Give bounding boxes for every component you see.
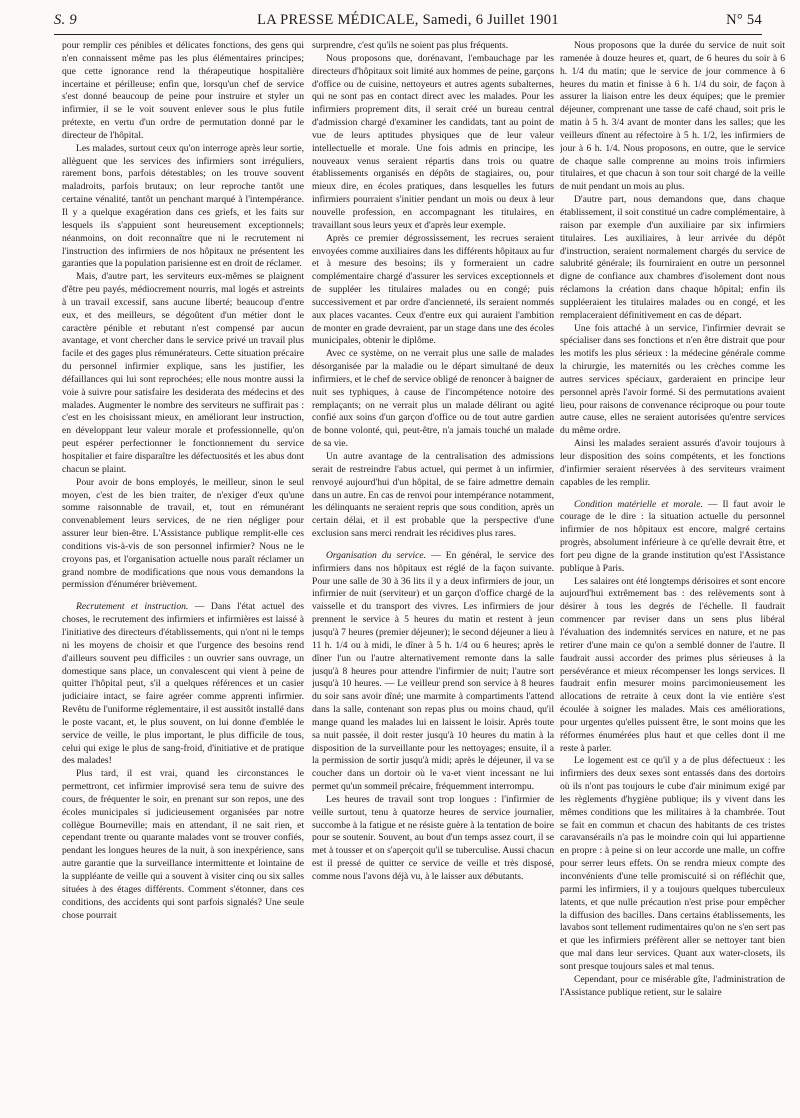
text-column-2 <box>312 40 554 1112</box>
text-column-3 <box>560 40 785 1112</box>
text-column-1 <box>62 40 304 1112</box>
page-section-number: S. 9 <box>54 12 77 28</box>
running-header <box>54 8 762 32</box>
section-paragraph: Organisation du service. — En général, le service des infirmiers dans nos hôpitaux est réglé de la façon suivante. Pour une salle de 30 à 36 lits il y a deux infirmiers de jour, un infirmier de nuit (serviteur) et un garçon d'office chargé de la vaisselle et du transport des vivres. Les infirmiers de jour prennent le service à 5 heures du matin et restent à jeun jusqu'à 7 heures (premier déjeuner); le second déjeuner a lieu à 11 h. 1/4 ou à midi, le dîner à 5 h. 1/4 ou 6 heures; après le dîner l'un ou l'autre alternativement remonte dans la salle jusqu'à 8 heures pour attendre l'infirmier de nuit; l'autre sort jusqu'à 10 heures. — Le veilleur prend son service à 8 heures du soir sans avoir dîné; une marmite à compartiments l'attend dans la salle, contenant son repas plus ou moins chaud, qu'il mange quand les malades lui en laissent le loisir. Après toute sa nuit passée, il doit rester jusqu'à 10 heures du matin à la disposition de la surveillante pour les nettoyages; ensuite, il a la permission de sortir jusqu'à midi; après le déjeuner, il va se coucher dans un dortoir où le va-et vient incessant ne lui permet qu'un sommeil précaire, fréquemment interrompu. <box>312 549 554 793</box>
paragraph: Après ce premier dégrossissement, les recrues seraient envoyées comme auxiliaires dans les différents hôpitaux au fur et à mesure des besoins; ils y formeraient un cadre complémentaire chargé d'assurer les services exceptionnels et de suppléer les titulaires malades ou en congé; puis successivement et par ordre d'ancienneté, ils seraient nommés aux places vacantes. Ceux d'entre eux qui auraient l'ambition de monter en grade devraient, par un stage dans une des écoles municipales, obtenir le diplôme. <box>312 232 554 347</box>
paragraph: Les malades, surtout ceux qu'on interroge après leur sortie, allèguent que les services des infirmiers sont irréguliers, rarement bons, parfois détestables; on les trouve souvent maladroits, parfois brutaux; on leur reproche tantôt une certaine vénalité, tantôt un penchant marqué à l'intempérance. Il y a quelque exagération dans ces griefs, et les faits sur lesquels ils s'appuient sont heureusement exceptionnels; néanmoins, on doit reconnaître que ni le recrutement ni l'instruction des infirmiers de nos hôpitaux ne présentent les garanties que la population parisienne est en droit de réclamer. <box>62 142 304 270</box>
paragraph: D'autre part, nous demandons que, dans chaque établissement, il soit constitué un cadre complémentaire, à raison par exemple d'un auxiliaire par six infirmiers titulaires. Les auxiliaires, à leur arrivée du dépôt d'instruction, seraient normalement chargés du service de salubrité générale; ils fourniraient en outre un personnel digne de confiance aux chambres d'isolement dont nous réclamons la création dans chaque hôpital; enfin ils suppléeraient les titulaires malades ou en congé, et les remplaceraient définitivement en cas de départ. <box>560 194 785 321</box>
paragraph: Une fois attaché à un service, l'infirmier devrait se spécialiser dans ses fonctions et n'en être distrait que pour les motifs les plus sérieux : la médecine générale comme la chirurgie, les maternités ou les crèches comme les autres services spéciaux, garderaient en principe leur personnel après l'avoir formé. Si des permutations avaient lieu, pour raisons de convenance réciproque ou pour toute autre cause, elles ne seraient autorisées qu'entre services du même ordre. <box>560 322 785 437</box>
paragraph: Mais, d'autre part, les serviteurs eux-mêmes se plaignent d'être peu payés, médiocrement nourris, mal logés et astreints à un travail excessif, sans aucune liberté; beaucoup d'entre eux, et des meilleurs, se dégoûtent d'un métier dont le caractère pénible et rebutant n'est compensé par aucun avantage, et vont chercher dans le service privé un travail plus facile et des gages plus rémunérateurs. Cette situation précaire du personnel infirmier explique, sans les justifier, les défaillances qui lui sont reprochées; elle nous montre aussi la voie à suivre pour satisfaire les desiderata des médecins et des malades. Augmenter le nombre des serviteurs ne suffirait pas : c'est en les choisissant mieux, en améliorant leur instruction, en développant leur valeur morale et professionnelle, qu'on peut espérer perfectionner le fonctionnement du service hospitalier et faire disparaître les défectuosités et les abus dont chacun se plaint. <box>62 271 304 475</box>
paragraph: Pour avoir de bons employés, le meilleur, sinon le seul moyen, c'est de les bien traiter, de n'exiger d'eux qu'une somme raisonnable de travail, et, tout en rémunérant convenablement leurs services, de ne rien négliger pour assurer leur bien-être. L'Assistance publique remplit-elle ces conditions vis-à-vis de son personnel infirmier? Nous ne le croyons pas, et l'organisation actuelle nous paraît réclamer un grand nombre de modifications que nous vous demandons la permission d'énumérer brièvement. <box>62 476 304 591</box>
section-text: Dans l'état actuel des choses, le recrutement des infirmiers et infirmières est laissé à l'initiative des directeurs d'établissements, qui n'ont ni le temps ni les moyens de choisir et que l'urgence des besoins rend d'ailleurs souvent peu difficiles : un ouvrier sans ouvrage, un domestique sans place, un convalescent qui vient à peine de quitter l'hôpital peut, s'il a quelques références et un casier judiciaire intact, se faire agréer comme apprenti infirmier. Revêtu de l'uniforme réglementaire, il est aussitôt installé dans le poste vacant, et, le plus souvent, on lui donne d'emblée le service de veille, le plus important, le plus difficile de tous, celui qui exige le plus de sang-froid, d'initiative et de pratique des malades! <box>62 601 304 767</box>
paragraph: Ainsi les malades seraient assurés d'avoir toujours à leur disposition des soins compétents, et les fonctions d'infirmier seraient réservées à des serviteurs vraiment capables de les remplir. <box>560 438 785 488</box>
section-paragraph: Condition matérielle et morale. — Il faut avoir le courage de le dire : la situation actuelle du personnel infirmier de nos hôpitaux est encore, malgré certains progrès, absolument inférieure à ce qu'elle devrait être, et fort peu digne de la grande institution qu'est l'Assistance publique à Paris. <box>560 498 785 574</box>
section-title: Organisation du service. <box>326 549 427 561</box>
paragraph: pour remplir ces pénibles et délicates fonctions, des gens qui n'en connaissent même pas les plus élémentaires principes; que cette ignorance rend la thérapeutique hospitalière incertaine et périlleuse; enfin que, lorsqu'un chef de service s'est donné beaucoup de peine pour instruire et styler un infirmier, il se le voit souvent enlever sous le plus futile prétexte, en vertu d'un ordre de permutation donné par le directeur de l'hôpital. <box>62 40 304 141</box>
issue-number: N° 54 <box>726 12 762 28</box>
paragraph: Les salaires ont été longtemps dérisoires et sont encore aujourd'hui extrêmement bas : des relèvements sont à désirer à tous les degrés de l'échelle. Il faudrait commencer par reviser dans un sens plus libéral l'évaluation des indemnités services en nature, et ne pas retirer d'une main ce qu'on a semblé donner de l'autre. Il faudrait aussi accorder des primes plus sérieuses à la persévérance et mieux récompenser les longs services. Il faudrait enfin mesurer moins parcimonieusement les allocations de retraite à ceux dont la vie entière s'est écoulée à soigner les malades. Mais ces améliorations, pour urgentes qu'elles puissent être, le sont moins que les réformes énumérées plus haut et que celles dont il me reste à parler. <box>560 575 785 754</box>
section-text: Il faut avoir le courage de le dire : la situation actuelle du personnel infirmier de nos hôpitaux est encore, malgré certains progrès, absolument inférieure à ce qu'elle devrait être, et fort peu digne de la grande institution qu'est l'Assistance publique à Paris. <box>560 498 785 574</box>
section-paragraph: Recrutement et instruction. — Dans l'état actuel des choses, le recrutement des infirmiers et infirmières est laissé à l'initiative des directeurs d'établissements, qui n'ont ni le temps ni les moyens de choisir et que l'urgence des besoins rend d'ailleurs souvent peu difficiles : un ouvrier sans ouvrage, un domestique sans place, un convalescent qui vient à peine de quitter l'hôpital peut, s'il a quelques références et un casier judiciaire intact, se faire agréer comme apprenti infirmier. Revêtu de l'uniforme réglementaire, il est aussitôt installé dans le poste vacant, et, le plus souvent, on lui donne d'emblée le service de veille, le plus important, le plus difficile de tous, celui qui exige le plus de sang-froid, d'initiative et de pratique des malades! <box>62 601 304 767</box>
header-rule <box>54 34 762 35</box>
publication-title: LA PRESSE MÉDICALE, Samedi, 6 Juillet 1901 <box>257 12 559 28</box>
paragraph: Plus tard, il est vrai, quand les circonstances le permettront, cet infirmier improvisé sera tenu de suivre des cours, de fréquenter le soir, en prenant sur son repos, une des écoles municipales si judicieusement organisées par notre collègue Bourneville; mais en attendant, il ne sait rien, et cependant trente ou quarante malades vont se trouver confiés, pendant les longues heures de la nuit, à son inexpérience, sans autre garantie que la surveillance intermittente et lointaine de la suppléante de veille qui a souvent à visiter cinq ou six salles situées à des étages différents. Comment s'étonner, dans ces conditions, des accidents qui sont parfois signalés? Une seule chose pourrait <box>62 768 304 921</box>
paragraph: Nous proposons que la durée du service de nuit soit ramenée à douze heures et, quart, de 6 heures du soir à 6 h. 1/4 du matin; que le service de jour commence à 6 heures du matin et finisse à 6 h. 1/4 du soir, de façon à assurer la liaison entre les deux équipes; que le premier déjeuner, comprenant une tasse de café chaud, soit pris le matin à 5 h. 3/4 avant de monter dans les salles; que les veilleurs dînent au réfectoire à 5 h. 1/2, les infirmiers de jour à 6 h. 1/4. Nous proposons, en outre, que le service de chaque salle comprenne au moins trois infirmiers titulaires, et que chacun à son tour soit chargé de la veille de nuit pendant un mois au plus. <box>560 40 785 193</box>
paragraph: surprendre, c'est qu'ils ne soient pas plus fréquents. <box>312 40 509 51</box>
paragraph: Le logement est ce qu'il y a de plus défectueux : les infirmiers des deux sexes sont entassés dans des dortoirs où ils n'ont pas toujours le cube d'air minimum exigé par les règlements d'hygiène publique; ils y vivent dans les mêmes conditions que les militaires à la chambrée. Tout se fait en commun et chacun des habitants de ces tristes caravansérails n'a pas le moindre coin qui lui appartienne en propre : à peine si on leur accorde une malle, un coffre pour serrer leurs effets. On se rendra mieux compte des inconvénients d'une telle promiscuité si on réfléchit que, parmi les infirmiers, il y a toujours quelques tuberculeux latents, et que nulle précaution n'est prise pour empêcher la diffusion des bacilles. Dans certains établissements, les lavabos sont tellement rudimentaires qu'on ne s'en sert pas et que les infirmiers préfèrent aller se nettoyer tant bien que mal dans leur services. Quant aux water-closets, ils sont presque toujours sales et mal tenus. <box>560 755 785 972</box>
section-title: Recrutement et instruction. <box>76 601 189 613</box>
paragraph: Avec ce système, on ne verrait plus une salle de malades désorganisée par la maladie ou le départ simultané de deux infirmiers, et le chef de service obligé de renoncer à baigner de nuit ses typhiques, à cause de l'incompétence notoire des remplaçants; on ne verrait plus un malade délirant ou agité confié aux soins d'un garçon d'office ou de tout autre gardien de bonne volonté, qui, peut-être, n'a jamais touché un malade de sa vie. <box>312 348 554 450</box>
section-text: En général, le service des infirmiers dans nos hôpitaux est réglé de la façon suivante. Pour une salle de 30 à 36 lits il y a deux infirmiers de jour, un infirmier de nuit (serviteur) et un garçon d'office chargé de la vaisselle et du transport des vivres. Les infirmiers de jour prennent le service à 5 heures du matin et restent à jeun jusqu'à 7 heures (premier déjeuner); le second déjeuner a lieu à 11 h. 1/4 ou à midi, le dîner à 5 h. 1/4 ou 6 heures; après le dîner l'un ou l'autre alternativement remonte dans la salle jusqu'à 8 heures pour attendre l'infirmier de nuit; l'autre sort jusqu'à 10 heures. — Le veilleur prend son service à 8 heures du soir sans avoir dîné; une marmite à compartiments l'attend dans la salle, contenant son repas plus ou moins chaud, qu'il mange quand les malades lui en laissent le loisir. Après toute sa nuit passée, il doit rester jusqu'à 10 heures du matin à la disposition de la surveillante pour les nettoyages; ensuite, il a la permission de sortir jusqu'à midi; après le déjeuner, il va se coucher dans un dortoir où le va-et vient incessant ne lui permet qu'un sommeil précaire, fréquemment interrompu. <box>312 549 554 793</box>
paragraph: Les heures de travail sont trop longues : l'infirmier de veille surtout, tenu à quatorze heures de service journalier, succombe à la fatigue et ne résiste guère à la tentation de boire pour se soutenir. Souvent, au bout d'un temps assez court, il se met à tousser et on s'aperçoit qu'il se tuberculise. Aussi chacun est il pressé de quitter ce service de veille et très disposé, comme nous l'avons déjà vu, à le laisser aux débutants. <box>312 793 554 882</box>
paragraph: Cependant, pour ce misérable gîte, l'administration de l'Assistance publique retient, sur le salaire <box>560 973 785 998</box>
section-title: Condition matérielle et morale. <box>574 498 703 510</box>
paragraph: Un autre avantage de la centralisation des admissions serait de restreindre l'abus actuel, qui permet à un infirmier, renvoyé aujourd'hui d'un hôpital, de se faire admettre demain dans un autre. En cas de renvoi pour intempérance notamment, les délinquants ne seraient repris que sous condition, après un certain délai, et il est probable que la perspective d'une exclusion sans merci rendrait les récidives plus rares. <box>312 451 554 540</box>
paragraph: Nous proposons que, dorénavant, l'embauchage par les directeurs d'hôpitaux soit limité aux hommes de peine, garçons d'office ou de cuisine, nettoyeurs et autres agents subalternes, qui ne sont pas en contact direct avec les malades. Pour les infirmiers proprement dits, il serait créé un bureau central d'admission chargé d'examiner les candidats, tant au point de vue de leurs aptitudes physiques que de leur valeur intellectuelle et morale. Une fois admis en principe, les nouveaux venus seraient répartis dans trois ou quatre établissements organisés en dépôts de stagiaires, ou, pour mieux dire, en écoles pratiques, dans lesquelles les futurs infirmiers pourraient s'initier pendant un mois ou deux à leur nouvelle profession, en accompagnant les titulaires, en travaillant sous leurs yeux et d'après leur exemple. <box>312 52 554 231</box>
